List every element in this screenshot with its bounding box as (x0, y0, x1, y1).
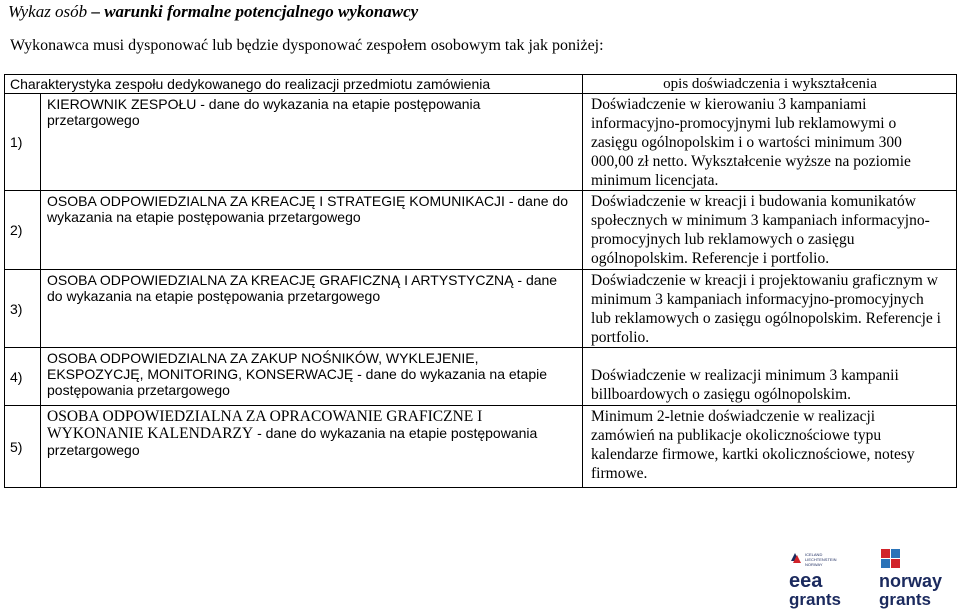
eea-small-2: LIECHTENSTEIN (805, 557, 837, 562)
eea-small-1: ICELAND (805, 552, 823, 557)
norway-word: norway (879, 571, 943, 591)
role-cell (41, 406, 583, 488)
requirement-line: Minimum 2-letnie doświadczenie w realizacji (591, 408, 876, 425)
footer-logos (787, 543, 957, 611)
eea-word: eea (789, 570, 823, 592)
role-cell: OSOBA ODPOWIEDZIALNA ZA KREACJĘ I STRATEGIĘ KOMUNIKACJI - dane do wykazania na etapie postępowania przetargowego (41, 191, 583, 270)
table-row (5, 191, 957, 270)
requirement-cell (583, 348, 957, 406)
eea-small-3: NORWAY (805, 562, 823, 567)
grants-word: grants (789, 590, 841, 609)
col-header-experience: opis doświadczenia i wykształcenia (583, 75, 957, 94)
role-text-serif: OSOBA ODPOWIEDZIALNA ZA OPRACOWANIE GRAFICZNE I WYKONANIE KALENDARZY (47, 408, 483, 442)
row-number: 2) (5, 191, 41, 270)
requirement-cell (583, 406, 957, 488)
col-header-characteristics: Charakterystyka zespołu dedykowanego do realizacji przedmiotu zamówienia (5, 75, 583, 94)
requirement-cell: Doświadczenie w kierowaniu 3 kampaniami informacyjno-promocyjnymi lub reklamowymi o zasięgu ogólnopolskim i o wartości minimum 300 000,00 zł netto. Wykształcenie wyższe na poziomie minimum licencjata. (583, 94, 957, 191)
table-row (5, 270, 957, 348)
requirement-line: kalendarze firmowe, kartki okolicznościowe, notesy (591, 446, 915, 463)
eea-grants-logo (787, 547, 869, 611)
persons-table (4, 74, 957, 488)
role-text-rest: - dane do wykazania na etapie postępowania przetargowego (47, 425, 538, 458)
role-cell: OSOBA ODPOWIEDZIALNA ZA ZAKUP NOŚNIKÓW, WYKLEJENIE, EKSPOZYCJĘ, MONITORING, KONSERWACJĘ - dane do wykazania na etapie postępowania przetargowego (41, 348, 583, 406)
requirement-line: firmowe. (591, 465, 648, 482)
table-row (5, 348, 957, 406)
requirement-cell: Doświadczenie w kreacji i projektowaniu graficznym w minimum 3 kampaniach informacyjno-promocyjnych lub reklamowych o zasięgu ogólnopolskim. Referencje i portfolio. (583, 270, 957, 348)
row-number: 1) (5, 94, 41, 191)
table-header-row (5, 75, 957, 94)
title-bold: – warunki formalne potencjalnego wykonawcy (87, 2, 419, 21)
table-row (5, 406, 957, 488)
requirement-cell: Doświadczenie w kreacji i budowania komunikatów społecznych w minimum 3 kampaniach informacyjno-promocyjnych lub reklamowych o zasięgu ogólnopolskim. Referencje i portfolio. (583, 191, 957, 270)
requirement-line: zamówień na publikacje okolicznościowe typu (591, 427, 882, 444)
page-title (8, 2, 418, 22)
title-italic: Wykaz osób (8, 2, 88, 21)
requirement-text: Doświadczenie w realizacji minimum 3 kampanii billboardowych o zasięgu ogólnopolskim. (591, 367, 899, 403)
norway-grants-logo (877, 547, 957, 611)
intro-text: Wykonawca musi dysponować lub będzie dysponować zespołem osobowym tak jak poniżej: (10, 37, 604, 54)
row-number: 3) (5, 270, 41, 348)
norway-grants-word: grants (879, 590, 931, 609)
role-cell: KIEROWNIK ZESPOŁU - dane do wykazania na etapie postępowania przetargowego (41, 94, 583, 191)
table-row (5, 94, 957, 191)
role-cell: OSOBA ODPOWIEDZIALNA ZA KREACJĘ GRAFICZNĄ I ARTYSTYCZNĄ - dane do wykazania na etapie postępowania przetargowego (41, 270, 583, 348)
row-number: 4) (5, 348, 41, 406)
row-number: 5) (5, 406, 41, 488)
